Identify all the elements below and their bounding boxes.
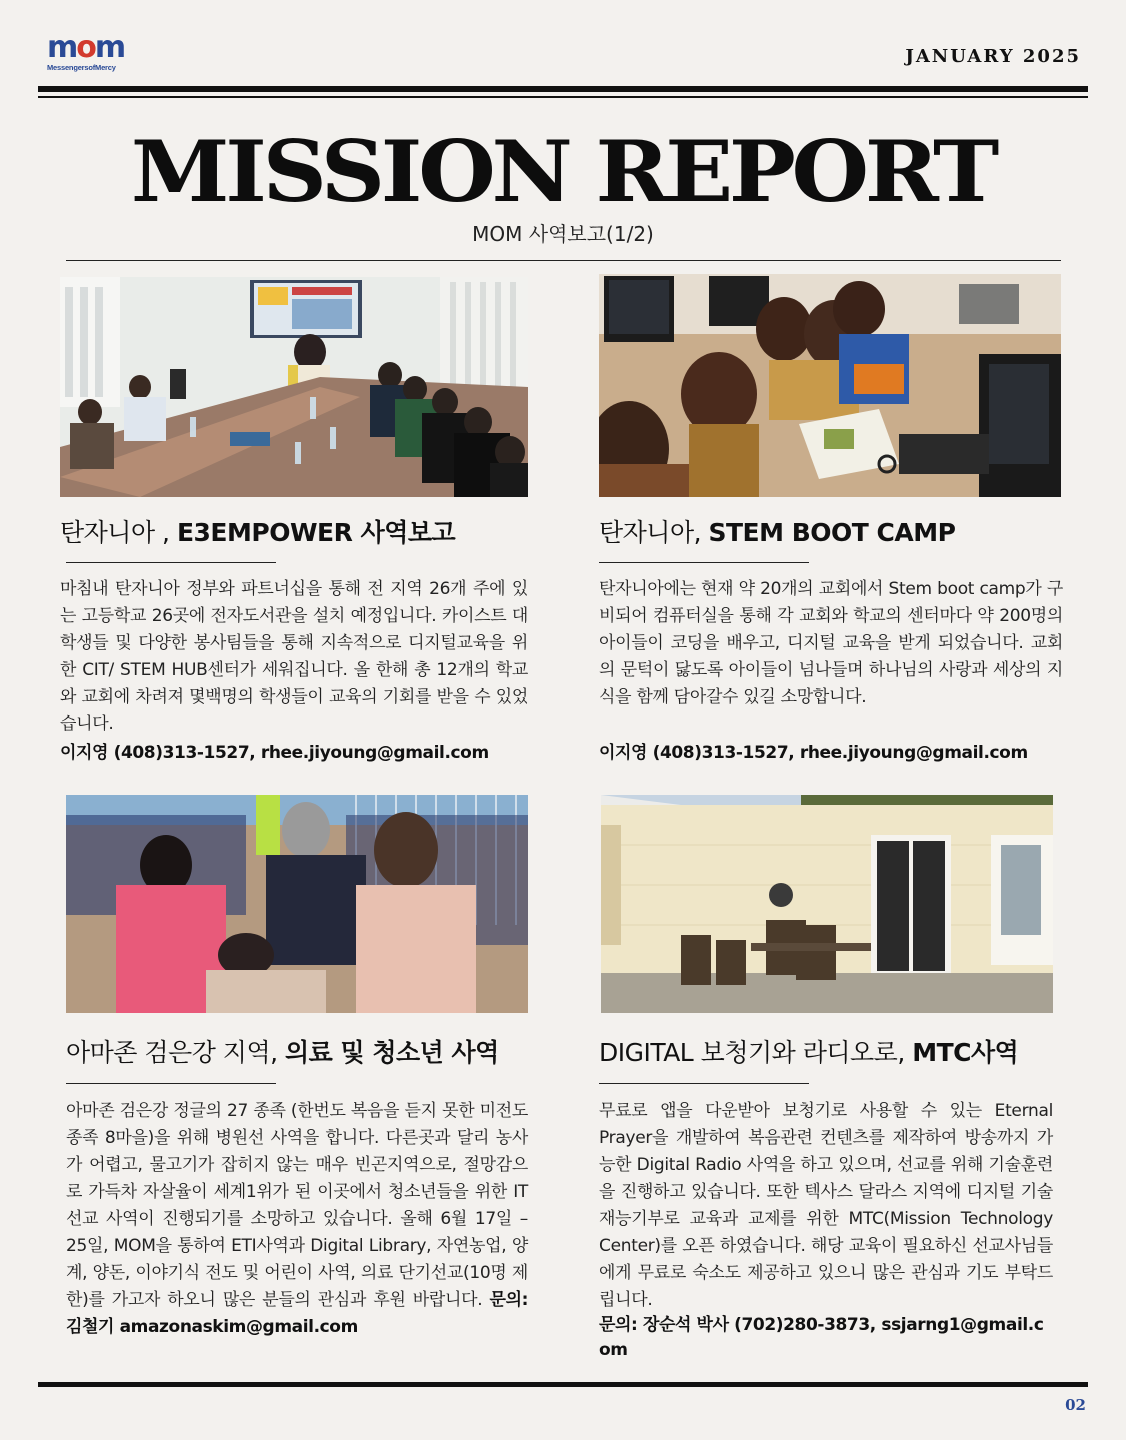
section-3-body <box>66 1098 528 1341</box>
section-2-title-prefix: 탄자니아, <box>599 518 709 547</box>
section-1-title <box>60 513 455 549</box>
section-1-contact: 이지영 (408)313-1527, rhee.jiyoung@gmail.com <box>60 743 489 763</box>
page-number: 02 <box>1065 1396 1086 1414</box>
section-3-contact: 문의: 김철기 amazonaskim@gmail.com <box>66 1290 528 1337</box>
photo-mtc-house <box>601 795 1053 1013</box>
photo-conference-room <box>60 277 528 497</box>
logo-subtitle: MessengersofMercy <box>47 63 116 72</box>
section-4-body: 무료로 앱을 다운받아 보청기로 사용할 수 있는 Eternal Prayer을 개발하여 복음관련 컨텐츠를 제작하여 방송까지 가능한 Digital Radio 사역을 하고 있으며, 선교를 위해 기술훈련을 진행하고 있습니다. 또한 텍사스 달라스 지역에 디지털 기술 재능기부로 교육과 교제를 위한 MTC(Mission Technology Center)를 오픈 하였습니다. 해당 교육이 필요하신 선교사님들에게 무료로 숙소도 제공하고 있으니 많은 관심과 기도 부탁드립니다. <box>599 1101 1053 1310</box>
section-3-rule <box>66 1083 276 1084</box>
section-2-title <box>599 513 955 549</box>
section-4-contact: 문의: 장순석 박사 (702)280-3873, ssjarng1@gmail.com <box>599 1315 1044 1360</box>
section-2-rule <box>599 562 809 563</box>
section-4-title <box>599 1033 1018 1069</box>
header-rule-thick <box>38 86 1088 92</box>
section-3-title-prefix: 아마존 검은강 지역, <box>66 1038 285 1067</box>
section-1-title-bold: E3EMPOWER 사역보고 <box>176 518 456 547</box>
section-1-body: 마침내 탄자니아 정부와 파트너십을 통해 전 지역 26개 주에 있는 고등학교 26곳에 전자도서관을 설치 예정입니다. 카이스트 대학생들 및 다양한 봉사팀들을 통해 지속적으로 디지털교육을 위한 CIT/ STEM HUB센터가 세워집니다. 올 한해 총 12개의 학교와 교회에 차려져 몇백명의 학생들이 교육의 기회를 받을 수 있었습니다. <box>60 579 528 734</box>
section-4-rule <box>599 1083 809 1084</box>
photo-medical-mission <box>66 795 528 1013</box>
photo-kids-computers <box>599 274 1061 497</box>
section-4-title-bold: MTC사역 <box>912 1038 1019 1067</box>
section-3-title <box>66 1033 499 1069</box>
section-2-title-bold: STEM BOOT CAMP <box>708 518 956 547</box>
issue-date: JANUARY 2025 <box>905 46 1081 67</box>
section-2-body: 탄자니아에는 현재 약 20개의 교회에서 Stem boot camp가 구비되어 컴퓨터실을 통해 각 교회와 학교의 센터마다 약 200명의 아이들이 코딩을 배우고, 디지털 교육을 받게 되었습니다. 교회의 문턱이 닳도록 아이들이 넘나들며 하나님의 사랑과 세상의 지식을 함께 담아갈수 있길 소망합니다. <box>599 579 1063 707</box>
section-2-contact: 이지영 (408)313-1527, rhee.jiyoung@gmail.com <box>599 743 1028 763</box>
masthead-subtitle: MOM 사역보고(1/2) <box>472 222 654 246</box>
section-3-title-bold: 의료 및 청소년 사역 <box>285 1038 499 1067</box>
section-3-body-text: 아마존 검은강 정글의 27 종족 (한번도 복음을 듣지 못한 미전도 종족 8마을)을 위해 병원선 사역을 합니다. 다른곳과 달리 농사가 어렵고, 물고기가 잡히지 않는 매우 빈곤지역으로, 절망감으로 가득차 자살율이 세계1위가 된 이곳에서 청소년들을 위한 IT 선교 사역이 진행되기를 소망하고 있습니다. 올해 6월 17일 – 25일, MOM을 통하여 ETI사역과 Digital Library, 자연농업, 양계, 양돈, 이야기식 전도 및 어린이 사역, 의료 단기선교(10명 제한)를 가고자 하오니 많은 분들의 관심과 후원 바랍니다. <box>66 1101 528 1310</box>
subtitle-rule <box>66 260 1061 261</box>
logo-mark: mom <box>47 30 125 65</box>
mom-logo <box>47 30 137 74</box>
header-rule-thin <box>38 96 1088 98</box>
footer-rule <box>38 1382 1088 1387</box>
section-1-rule <box>66 562 276 563</box>
masthead-title: MISSION REPORT <box>130 122 996 221</box>
section-4-title-prefix: DIGITAL 보청기와 라디오로, <box>599 1038 913 1067</box>
section-1-title-prefix: 탄자니아 , <box>60 518 177 547</box>
